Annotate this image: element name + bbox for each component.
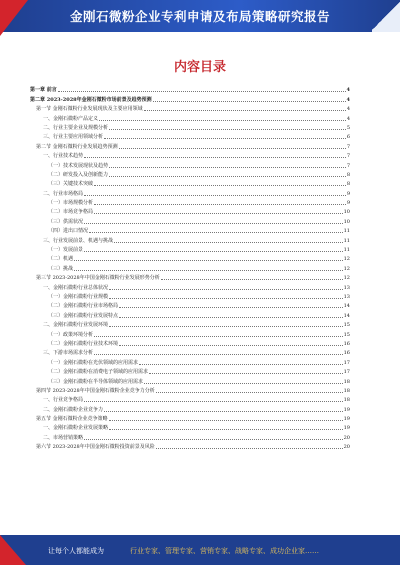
toc-entry-title: 一、金刚石微粉行业总体状况	[43, 284, 109, 291]
toc-entry[interactable]	[30, 131, 350, 140]
toc-entry-page: 17	[343, 359, 350, 366]
toc-entry-page: 10	[343, 209, 350, 216]
toc-leader-dots	[114, 242, 343, 243]
toc-entry-title: 第一节 金刚石微粉行业发展现状及主要应用领域	[36, 106, 143, 113]
toc-entry-page: 16	[343, 340, 350, 347]
toc-entry-title: （三）金刚石微粉在半导体领域的应用需求	[48, 378, 144, 385]
toc-leader-dots	[94, 213, 343, 214]
toc-entry-page: 15	[343, 322, 350, 329]
toc-entry-page: 17	[343, 369, 350, 376]
toc-entry[interactable]	[30, 215, 350, 224]
toc-entry[interactable]	[30, 403, 350, 412]
toc-leader-dots	[156, 448, 343, 449]
toc-entry-page: 20	[343, 444, 350, 451]
toc-entry[interactable]	[30, 122, 350, 131]
toc-leader-dots	[153, 101, 346, 102]
toc-entry-title: （一）金刚石微粉行业规模	[48, 293, 109, 300]
toc-entry-page: 7	[346, 143, 350, 150]
toc-entry[interactable]	[30, 112, 350, 121]
toc-entry-title: 三、下游市场需求分析	[43, 350, 94, 357]
toc-entry-page: 6	[346, 134, 350, 141]
toc-entry-title: （四）进出口情况	[48, 228, 89, 235]
toc-leader-dots	[109, 129, 346, 130]
toc-leader-dots	[119, 345, 343, 346]
toc-entry-page: 18	[343, 378, 350, 385]
toc-entry-page: 19	[343, 406, 350, 413]
toc-entry[interactable]	[30, 281, 350, 290]
toc-entry-title: 第一章 前言	[30, 87, 57, 94]
toc-entry-title: （二）机遇	[48, 256, 74, 263]
toc-entry[interactable]	[30, 178, 350, 187]
toc-leader-dots	[104, 411, 343, 412]
toc-leader-dots	[161, 279, 343, 280]
toc-entry-title: 第二章 2023-2028年金刚石微粉市场前景及趋势预测	[30, 96, 152, 103]
toc-leader-dots	[84, 223, 343, 224]
page-header	[0, 0, 400, 32]
toc-entry[interactable]	[30, 300, 350, 309]
toc-entry-page: 13	[343, 293, 350, 300]
toc-entry-title: 二、行业主要企业及规模分析	[43, 124, 109, 131]
toc-leader-dots	[94, 354, 343, 355]
toc-entry-title: （一）技术发展现状及趋势	[48, 162, 109, 169]
toc-leader-dots	[109, 326, 343, 327]
toc-entry[interactable]	[30, 225, 350, 234]
toc-entry-title: 第五节 金刚石微粉企业竞争策略	[36, 416, 108, 423]
toc-entry-title: 一、行业技术趋势	[43, 153, 84, 160]
toc-entry-title: 第六节 2023-2028年中国金刚石微粉投资前景及风险	[36, 444, 155, 451]
toc-entry-title: （一）市场规模分析	[48, 200, 94, 207]
toc-entry[interactable]	[30, 103, 350, 112]
toc-leader-dots	[109, 167, 346, 168]
toc-entry[interactable]	[30, 244, 350, 253]
toc-entry-title: （三）金刚石微粉行业发展特点	[48, 312, 119, 319]
toc-entry-page: 4	[346, 96, 350, 103]
toc-entry[interactable]	[30, 291, 350, 300]
toc-entry[interactable]	[30, 187, 350, 196]
toc-entry-page: 18	[343, 397, 350, 404]
toc-entry[interactable]	[30, 309, 350, 318]
toc-entry-title: 一、金刚石微粉产品定义	[43, 115, 99, 122]
toc-entry-page: 19	[343, 425, 350, 432]
toc-entry-page: 8	[346, 181, 350, 188]
toc-entry[interactable]	[30, 394, 350, 403]
toc-entry-page: 12	[343, 265, 350, 272]
toc-leader-dots	[94, 185, 346, 186]
toc-entry[interactable]	[30, 431, 350, 440]
toc-leader-dots	[119, 307, 343, 308]
toc-leader-dots	[84, 251, 343, 252]
toc-entry[interactable]	[30, 150, 350, 159]
toc-leader-dots	[109, 289, 343, 290]
toc-entry-page: 5	[346, 124, 350, 131]
toc-leader-dots	[156, 392, 343, 393]
toc-entry-page: 13	[343, 284, 350, 291]
toc-entry-page: 9	[346, 190, 350, 197]
toc-entry[interactable]	[30, 93, 350, 102]
toc-entry[interactable]	[30, 140, 350, 149]
toc-leader-dots	[109, 298, 343, 299]
footer-red-accent	[0, 535, 26, 565]
page-footer	[0, 535, 400, 565]
toc-leader-dots	[58, 91, 346, 92]
toc-leader-dots	[89, 232, 343, 233]
toc-entry-title: 二、金刚石微粉行业发展环境	[43, 322, 109, 329]
toc-entry-page: 15	[343, 331, 350, 338]
toc-leader-dots	[119, 148, 346, 149]
toc-leader-dots	[149, 373, 343, 374]
toc-leader-dots	[74, 270, 343, 271]
toc-entry[interactable]	[30, 197, 350, 206]
toc-entry-title: （三）供需状况	[48, 218, 84, 225]
toc-entry-page: 12	[343, 256, 350, 263]
toc-entry-page: 7	[346, 162, 350, 169]
toc-entry-page: 14	[343, 303, 350, 310]
toc-entry[interactable]	[30, 385, 350, 394]
toc-entry-page: 12	[343, 275, 350, 282]
toc-entry[interactable]	[30, 262, 350, 271]
toc-leader-dots	[144, 383, 343, 384]
header-corner-decoration	[372, 0, 400, 32]
toc-entry-title: （一）政策环境分析	[48, 331, 94, 338]
toc-entry[interactable]	[30, 338, 350, 347]
toc-leader-dots	[109, 420, 343, 421]
toc-leader-dots	[84, 401, 343, 402]
toc-entry-page: 20	[343, 434, 350, 441]
toc-leader-dots	[144, 110, 346, 111]
toc-entry-title: 二、行业市场格局	[43, 190, 84, 197]
toc-leader-dots	[104, 138, 346, 139]
toc-entry-title: （二）金刚石微粉在消费电子领域的应用需求	[48, 369, 149, 376]
toc-entry-title: （一）发展前景	[48, 247, 84, 254]
toc-entry[interactable]	[30, 413, 350, 422]
toc-leader-dots	[94, 336, 343, 337]
toc-entry-title: （二）研发投入及创新能力	[48, 171, 109, 178]
toc-entry-title: 一、行业竞争格局	[43, 397, 84, 404]
toc-entry[interactable]	[30, 366, 350, 375]
toc-leader-dots	[84, 157, 346, 158]
footer-slogan-left: 让每个人都能成为	[48, 547, 104, 555]
toc-entry[interactable]	[30, 347, 350, 356]
toc-leader-dots	[109, 176, 346, 177]
toc-entry-title: 第四节 2023-2028年中国金刚石微粉企业竞争力分析	[36, 387, 155, 394]
toc-entry[interactable]	[30, 159, 350, 168]
footer-slogan-right: 行业专家、管理专家、营销专家、战略专家、成功企业家……	[130, 547, 319, 555]
toc-entry[interactable]	[30, 356, 350, 365]
toc-leader-dots	[74, 260, 343, 261]
table-of-contents	[30, 84, 350, 450]
toc-entry-page: 8	[346, 171, 350, 178]
toc-entry-title: （一）金刚石微粉在光伏领域的应用需求	[48, 359, 139, 366]
toc-entry[interactable]	[30, 441, 350, 450]
toc-entry-page: 18	[343, 387, 350, 394]
report-title: 金刚石微粉企业专利申请及布局策略研究报告	[69, 9, 330, 24]
toc-entry-title: （三）挑战	[48, 265, 74, 272]
toc-entry-title: 第三节 2023-2028年中国金刚石微粉行业发展形势分析	[36, 275, 160, 282]
toc-entry-title: （二）市场竞争格局	[48, 209, 94, 216]
toc-entry-title: 一、金刚石微粉企业发展策略	[43, 425, 109, 432]
toc-leader-dots	[99, 120, 346, 121]
toc-entry[interactable]	[30, 84, 350, 93]
toc-entry-title: （二）金刚石微粉行业技术环境	[48, 340, 119, 347]
toc-entry[interactable]	[30, 272, 350, 281]
toc-leader-dots	[109, 429, 343, 430]
toc-entry-page: 4	[346, 106, 350, 113]
toc-entry-page: 19	[343, 416, 350, 423]
toc-entry-page: 7	[346, 153, 350, 160]
toc-entry-title: （三）关键技术突破	[48, 181, 94, 188]
toc-heading: 内容目录	[173, 60, 226, 75]
toc-entry-page: 16	[343, 350, 350, 357]
toc-leader-dots	[84, 195, 346, 196]
toc-entry-page: 11	[343, 228, 350, 235]
toc-entry-title: 三、行业主要应用领域分析	[43, 134, 104, 141]
toc-entry[interactable]	[30, 234, 350, 243]
toc-entry-title: 二、金刚石微粉企业竞争力	[43, 406, 104, 413]
toc-leader-dots	[94, 204, 346, 205]
toc-entry[interactable]	[30, 206, 350, 215]
toc-entry-page: 11	[343, 237, 350, 244]
toc-entry[interactable]	[30, 319, 350, 328]
toc-entry[interactable]	[30, 328, 350, 337]
toc-entry-title: （二）金刚石微粉行业市场格局	[48, 303, 119, 310]
toc-entry-page: 11	[343, 247, 350, 254]
toc-entry-title: 二、市场营销策略	[43, 434, 84, 441]
toc-entry-page: 4	[346, 115, 350, 122]
toc-entry-page: 9	[346, 200, 350, 207]
toc-entry-title: 第二节 金刚石微粉行业发展趋势预测	[36, 143, 118, 150]
toc-leader-dots	[139, 364, 343, 365]
toc-entry-title: 三、行业发展前景、机遇与挑战	[43, 237, 114, 244]
toc-entry-page: 10	[343, 218, 350, 225]
toc-leader-dots	[84, 439, 343, 440]
toc-entry-page: 4	[346, 87, 350, 94]
toc-entry[interactable]	[30, 169, 350, 178]
toc-entry-page: 14	[343, 312, 350, 319]
toc-leader-dots	[119, 317, 343, 318]
toc-entry[interactable]	[30, 422, 350, 431]
toc-entry[interactable]	[30, 253, 350, 262]
toc-entry[interactable]	[30, 375, 350, 384]
